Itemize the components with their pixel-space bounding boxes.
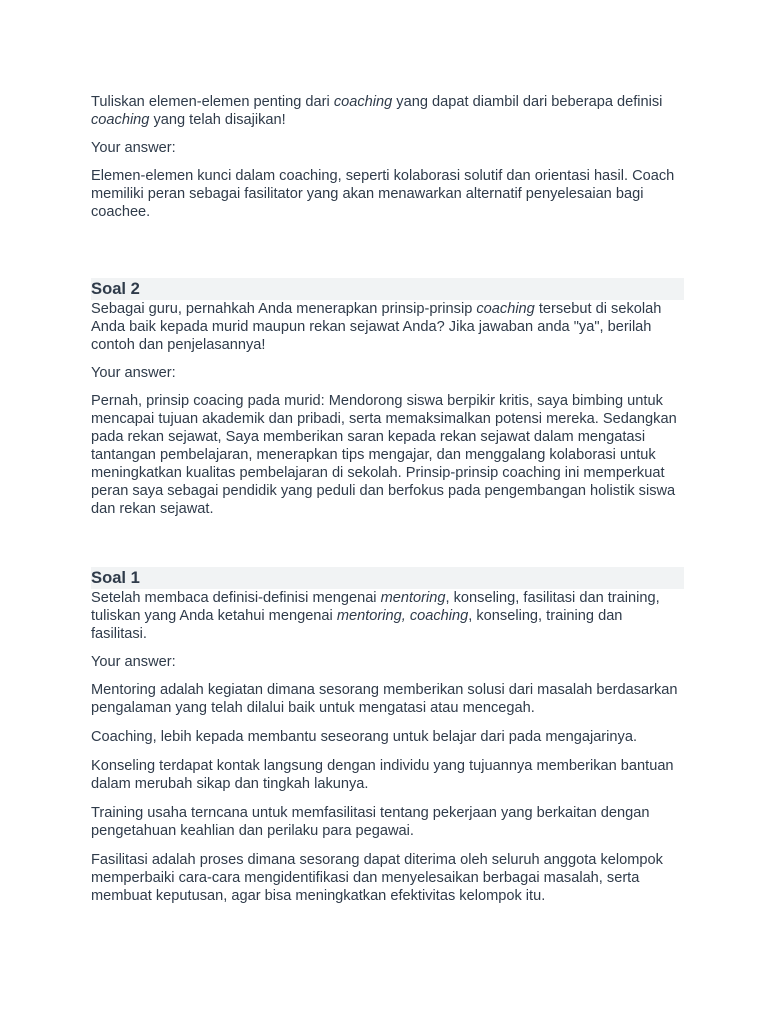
answer-label: Your answer:	[91, 365, 176, 381]
section-spacer	[91, 529, 681, 567]
question-block-soal-2	[91, 278, 681, 518]
answer-label: Your answer:	[91, 654, 176, 670]
question-block-soal-1	[91, 567, 681, 905]
answer-text-mentoring: Mentoring adalah kegiatan dimana sesorang memberikan solusi dari masalah berdasarkan pengalaman yang telah dilalui baik untuk mengatasi atau mencegah.	[91, 682, 678, 716]
answer-text-fasilitasi: Fasilitasi adalah proses dimana sesorang dapat diterima oleh seluruh anggota kelompok memperbaiki cara-cara mengidentifikasi dan menyelesaikan berbagai masalah, serta membuat keputusan, agar bisa meningkatkan efektivitas kelompok itu.	[91, 852, 663, 904]
answer-text-training: Training usaha terncana untuk memfasilitasi tentang pekerjaan yang berkaitan dengan pengetahuan keahlian dan perilaku para pegawai.	[91, 805, 650, 839]
italic-term: coaching	[476, 301, 535, 317]
section-heading: Soal 2	[91, 278, 684, 300]
answer-text: Pernah, prinsip coacing pada murid: Mendorong siswa berpikir kritis, saya bimbing untuk mencapai tujuan akademik dan pribadi, serta memaksimalkan potensi mereka. Sedangkan pada rekan sejawat, Saya memberikan saran kepada rekan sejawat dalam mengatasi tantangan pembelajaran, menerapkan tips mengajar, dan menggalang kolaborasi untuk meningkatkan kualitas pembelajaran di sekolah. Prinsip-prinsip coaching ini memperkuat peran saya sebagai pendidik yang peduli dan berfokus pada pengembangan holistik siswa dan rekan sejawat.	[91, 393, 677, 517]
section-spacer	[91, 232, 681, 278]
answer-label: Your answer:	[91, 140, 176, 156]
italic-term: mentoring	[380, 590, 446, 606]
document-body	[91, 93, 681, 916]
answer-text: Elemen-elemen kunci dalam coaching, seperti kolaborasi solutif dan orientasi hasil. Coach memiliki peran sebagai fasilitator yang akan menawarkan alternatif penyelesaian bagi coachee.	[91, 168, 675, 220]
question-prompt: Tuliskan elemen-elemen penting dari coaching yang dapat diambil dari beberapa definisi coaching yang telah disajikan!	[91, 94, 663, 128]
question-block-intro	[91, 93, 681, 221]
question-prompt: Setelah membaca definisi-definisi mengenai mentoring, konseling, fasilitasi dan training, tuliskan yang Anda ketahui mengenai mentoring, coaching, konseling, training dan fasilitasi.	[91, 590, 660, 642]
question-prompt: Sebagai guru, pernahkah Anda menerapkan prinsip-prinsip coaching tersebut di sekolah Anda baik kepada murid maupun rekan sejawat Anda? Jika jawaban anda "ya", berilah contoh dan penjelasannya!	[91, 301, 662, 353]
section-heading: Soal 1	[91, 567, 684, 589]
italic-term: mentoring, coaching	[336, 608, 469, 624]
answer-text-coaching: Coaching, lebih kepada membantu seseorang untuk belajar dari pada mengajarinya.	[91, 729, 637, 745]
italic-term: coaching	[333, 94, 393, 110]
italic-term: coaching	[91, 112, 150, 128]
answer-text-konseling: Konseling terdapat kontak langsung dengan individu yang tujuannya memberikan bantuan dalam merubah sikap dan tingkah lakunya.	[91, 758, 674, 792]
